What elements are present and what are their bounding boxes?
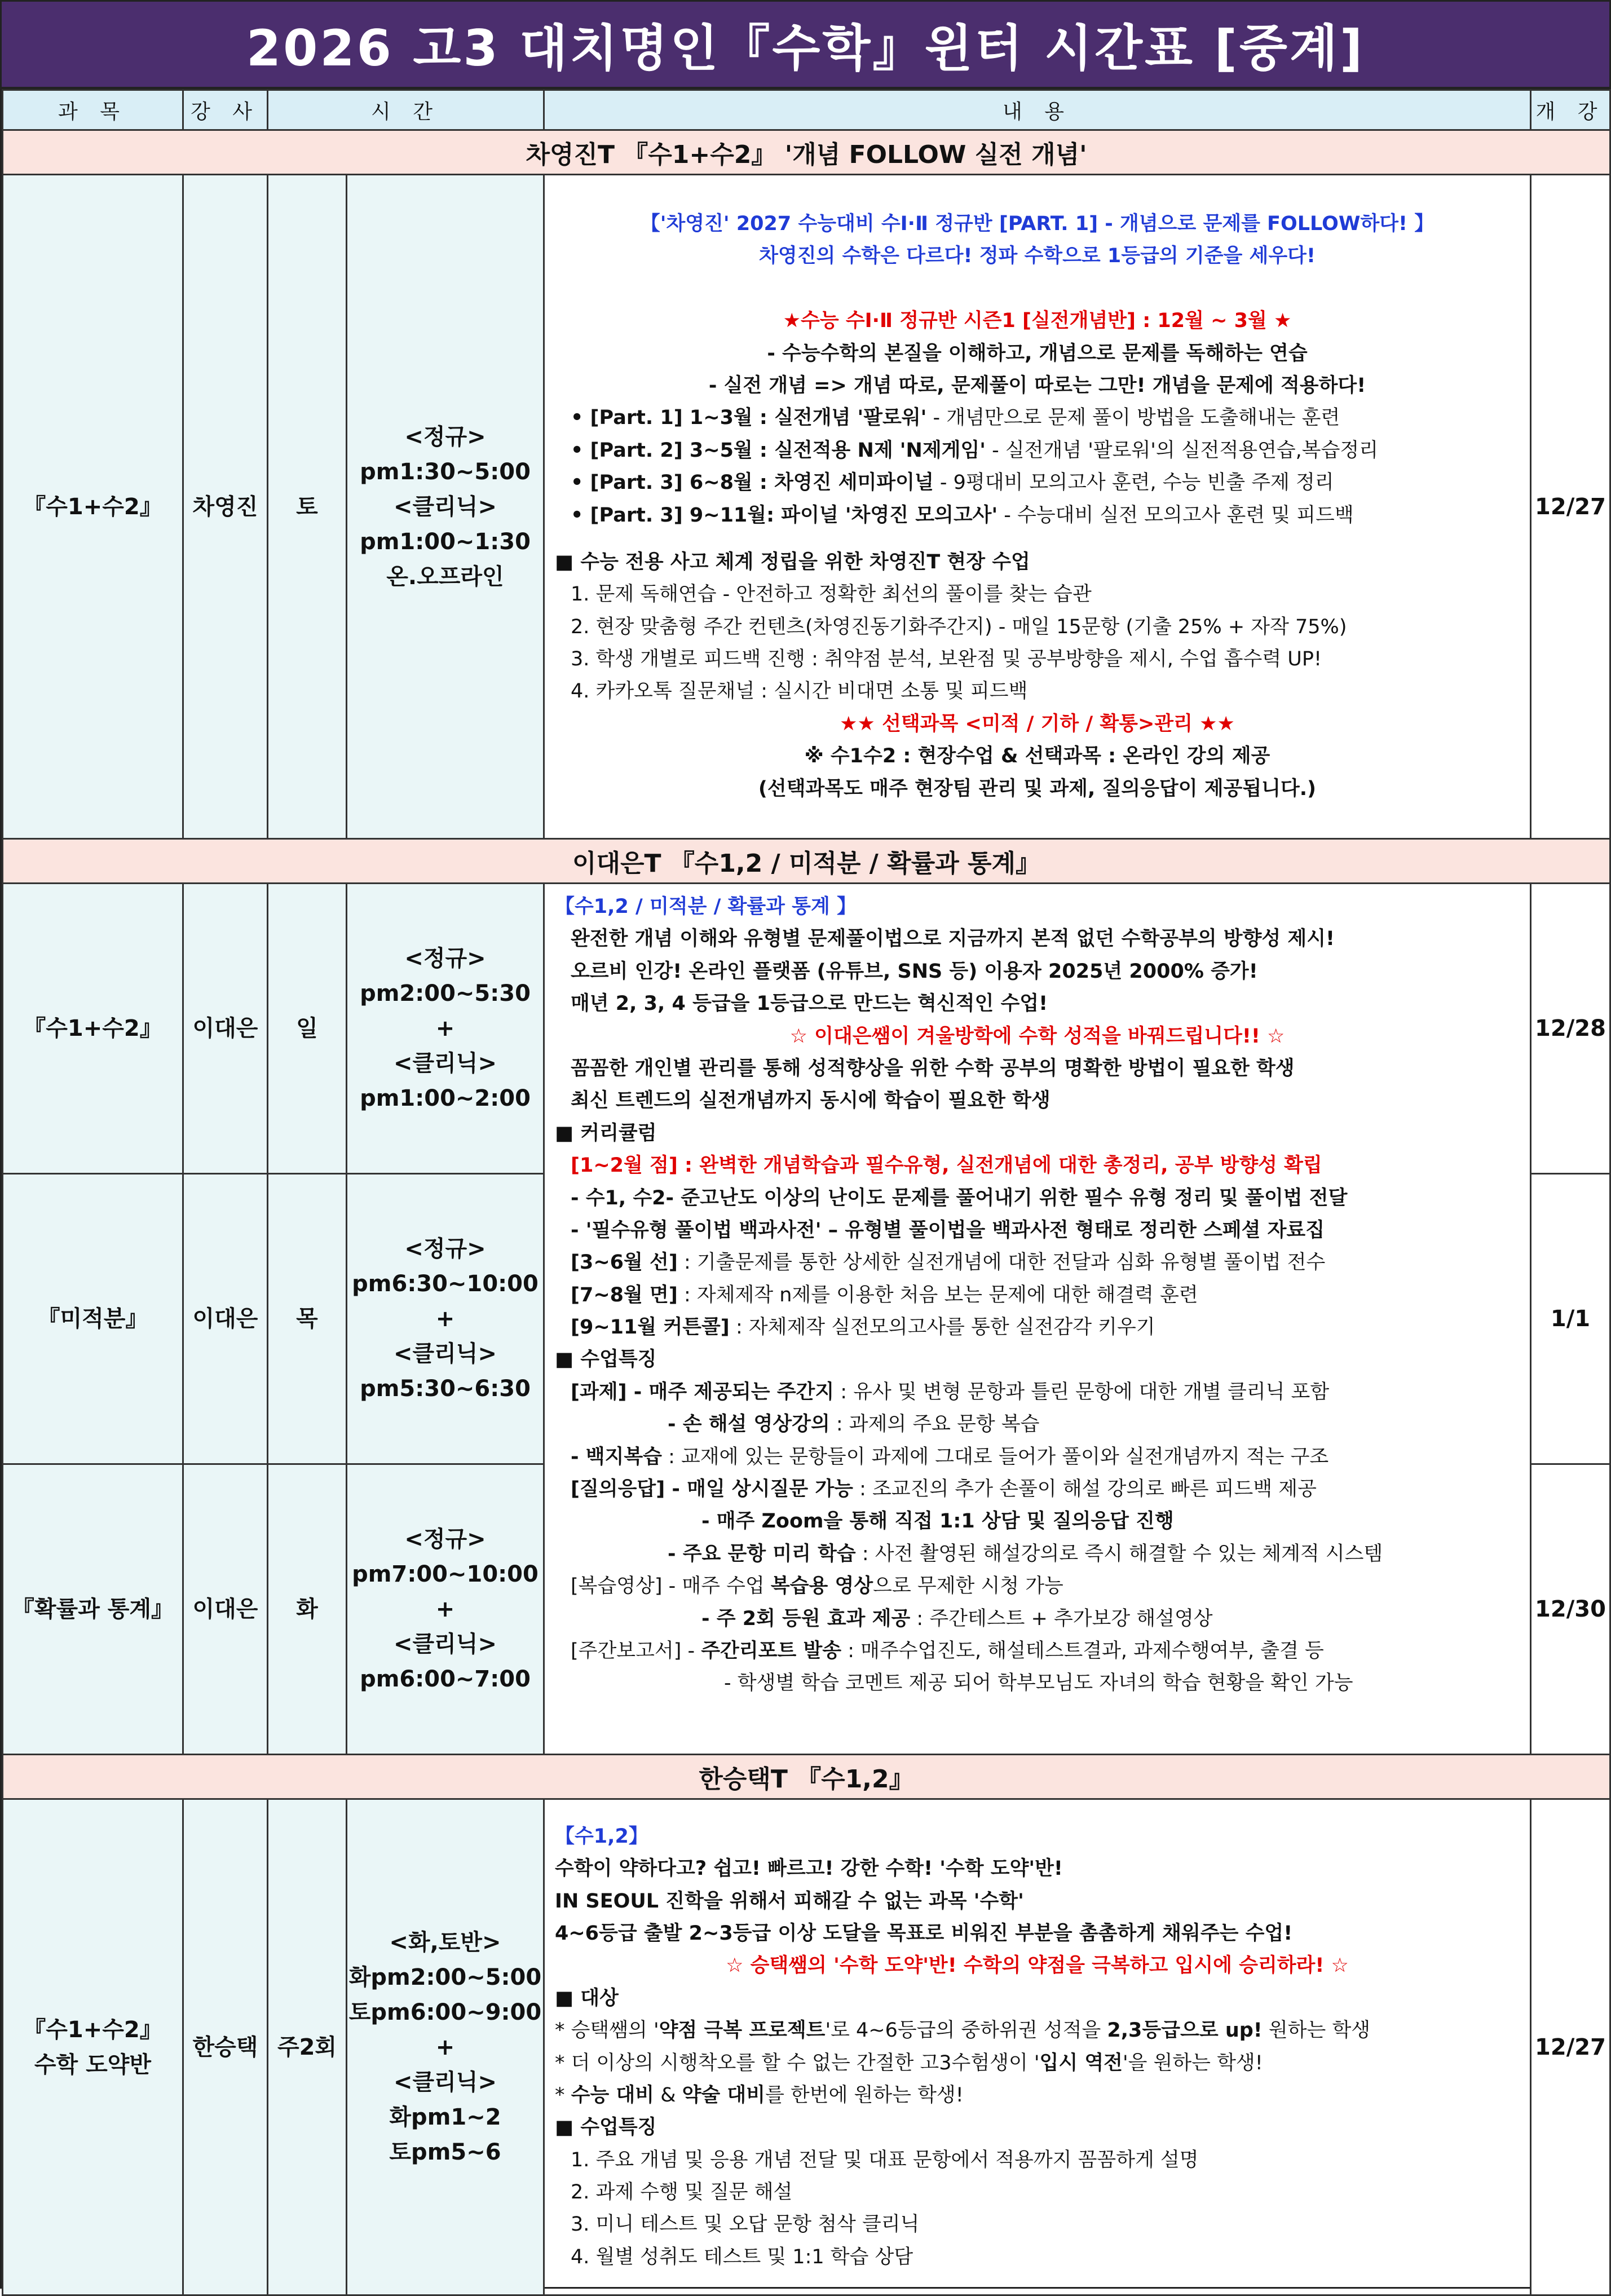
section-header-row: [3, 839, 1610, 884]
time-line: pm1:00~1:30: [360, 528, 531, 555]
open-date-cell: 12/30: [1531, 1464, 1610, 1755]
day-cell: 주2회: [268, 1799, 347, 2295]
open-date-cell: 1/1: [1531, 1174, 1610, 1464]
open-date-cell: 12/28: [1531, 884, 1610, 1174]
content-line: [555, 1538, 1520, 1570]
time-line: <클리닉>: [394, 493, 497, 520]
content-line: [555, 1376, 1520, 1408]
content-text: : 유사 및 변형 문항과 틀린 문항에 대한 개별 클리닉 포함: [834, 1380, 1330, 1403]
content-bold: 복습용 영상: [770, 1575, 873, 1598]
content-line: [555, 1247, 1520, 1279]
time-line: <정규>: [404, 946, 486, 972]
time-line: pm2:00~5:30: [360, 981, 531, 1006]
content-line: ■ 수업특징: [555, 1348, 657, 1371]
content-line: 차영진의 수학은 다르다! 정파 수학으로 1등급의 기준을 세우다!: [759, 245, 1316, 268]
content-line: [555, 1279, 1520, 1312]
content-text: : 주간테스트 + 추가보강 해설영상: [910, 1607, 1213, 1630]
time-line: <클리닉>: [394, 1050, 497, 1076]
page-title: 2026 고3 대치명인『수학』윈터 시간표 [중계]: [2, 2, 1609, 89]
content-line: - 수1, 수2- 준고난도 이상의 난이도 문제를 풀어내기 위한 필수 유형 정리 및 풀이법 전달: [571, 1186, 1348, 1209]
content-bold: [9~11월 커튼콜]: [571, 1316, 730, 1339]
time-line: pm1:30~5:00: [360, 458, 531, 485]
class-row: [3, 884, 1610, 1174]
content-line: [555, 467, 1520, 499]
content-text: '을 원하는 학생!: [1122, 2051, 1263, 2074]
day-cell: 일: [268, 884, 347, 1174]
subject-cell: [3, 1799, 183, 2295]
time-line: pm5:30~6:30: [360, 1376, 531, 1402]
content-text: : 조교진의 추가 손풀이 해설 강의로 빠른 피드백 제공: [853, 1478, 1317, 1501]
content-text: - 실전개념 '팔로워'의 실전적용연습,복습정리: [985, 439, 1379, 462]
content-bold: - 백지복습: [571, 1445, 662, 1468]
time-cell: [347, 1464, 544, 1755]
time-line: <클리닉>: [394, 1341, 497, 1367]
content-bold: [과제] - 매주 제공되는 주간지: [571, 1380, 835, 1403]
header-open: 개 강: [1531, 90, 1610, 130]
content-bold: [질의응답] - 매일 상시질문 가능: [571, 1478, 853, 1501]
time-line: +: [435, 1306, 455, 1332]
subject-line: 수학 도약반: [34, 2051, 152, 2078]
time-cell: [347, 884, 544, 1174]
time-line: <정규>: [404, 1236, 486, 1262]
time-cell: [347, 175, 544, 839]
content-text: : 기출문제를 통한 상세한 실전개념에 대한 전달과 심화 유형별 풀이법 전수: [677, 1251, 1326, 1274]
content-text: 를 한번에 원하는 학생!: [765, 2083, 964, 2107]
time-line: pm6:00~7:00: [360, 1666, 531, 1692]
day-cell: 목: [268, 1174, 347, 1464]
time-cell: [347, 1799, 544, 2295]
content-text: [주간보고서] -: [571, 1639, 701, 1662]
content-bold: 2,3등급으로 up!: [1107, 2019, 1263, 2042]
content-line: ★수능 수Ⅰ·Ⅱ 정규반 시즌1 [실전개념반] : 12월 ~ 3월 ★: [783, 310, 1292, 333]
content-line: (선택과목도 매주 현장팀 관리 및 과제, 질의응답이 제공됩니다.): [758, 777, 1317, 800]
content-cell: [544, 884, 1531, 1755]
day-cell: 화: [268, 1464, 347, 1755]
time-line: +: [435, 1015, 455, 1041]
content-line: 【수1,2】: [555, 1825, 648, 1848]
content-text: - 9평대비 모의고사 훈련, 수능 빈출 주제 정리: [933, 471, 1334, 494]
content-text: : 교재에 있는 문항들이 과제에 그대로 들어가 풀이와 실전개념까지 적는 구조: [661, 1445, 1329, 1468]
content-line: [555, 402, 1520, 434]
time-line: +: [435, 2034, 455, 2060]
content-line: ☆ 이대은쌤이 겨울방학에 수학 성적을 바꿔드립니다!! ☆: [789, 1025, 1285, 1048]
subject-cell: 『수1+수2』: [3, 884, 183, 1174]
section-header-row: [3, 130, 1610, 175]
day-cell: 토: [268, 175, 347, 839]
content-cell: [544, 1799, 1531, 2295]
content-line: ■ 수능 전용 사고 체계 정립을 위한 차영진T 현장 수업: [555, 550, 1030, 573]
content-bold: 약점 극복 프로젝트: [659, 2019, 826, 2042]
content-line: - '필수유형 풀이법 백과사전' – 유형별 풀이법을 백과사전 형태로 정리한 스페셜 자료집: [571, 1218, 1325, 1242]
content-line: 오르비 인강! 온라인 플랫폼 (유튜브, SNS 등) 이용자 2025년 2000% 증가!: [571, 960, 1258, 983]
content-line: [1~2월 점] : 완벽한 개념학습과 필수유형, 실전개념에 대한 총정리, 공부 방향성 확립: [571, 1154, 1322, 1177]
content-line: - 수능수학의 본질을 이해하고, 개념으로 문제를 독해하는 연습: [767, 342, 1308, 365]
content-text: [복습영상] - 매주 수업: [571, 1575, 771, 1598]
header-row: [3, 90, 1610, 130]
subject-cell: 『미적분』: [3, 1174, 183, 1464]
content-line: 매년 2, 3, 4 등급을 1등급으로 만드는 혁신적인 수업!: [571, 992, 1048, 1015]
content-text: - 개념만으로 문제 풀이 방법을 도출해내는 훈련: [926, 407, 1340, 430]
content-line: 4. 카카오톡 질문채널 : 실시간 비대면 소통 및 피드백: [571, 680, 1028, 703]
content-text: : 과제의 주요 문항 복습: [829, 1413, 1040, 1436]
content-line: [555, 1441, 1520, 1473]
header-subject: 과 목: [3, 90, 183, 130]
content-line: ■ 커리큘럼: [555, 1121, 657, 1145]
content-line: 완전한 개념 이해와 유형별 문제풀이법으로 지금까지 본적 없던 수학공부의 방향성 제시!: [571, 928, 1335, 951]
content-cell: [544, 175, 1531, 839]
header-teacher: 강 사: [183, 90, 268, 130]
content-line: 4~6등급 출발 2~3등급 이상 도달을 목표로 비워진 부분을 촘촘하게 채워주는 수업!: [555, 1922, 1293, 1945]
content-line: - 학생별 학습 코멘트 제공 되어 학부모님도 자녀의 학습 현황을 확인 가능: [724, 1672, 1353, 1695]
content-bold: • [Part. 1] 1~3월 : 실전개념 '팔로워': [571, 407, 927, 430]
content-line: [555, 1473, 1520, 1505]
content-bold: 약술 대비: [682, 2083, 766, 2107]
section-title: 차영진T 『수1+수2』 '개념 FOLLOW 실전 개념': [3, 130, 1610, 175]
content-bold: • [Part. 3] 9~11월: 파이널 '차영진 모의고사': [571, 504, 998, 527]
content-line: ■ 수업특징: [555, 2116, 657, 2139]
content-line: 4. 월별 성취도 테스트 및 1:1 학습 상담: [571, 2245, 913, 2268]
content-line: 3. 미니 테스트 및 오답 문항 첨삭 클리닉: [571, 2213, 920, 2236]
content-bold: [7~8월 면]: [571, 1283, 678, 1306]
content-text: &: [654, 2083, 682, 2107]
time-line: 온.오프라인: [386, 563, 504, 590]
content-bold: • [Part. 2] 3~5월 : 실전적용 N제 'N제게임': [571, 439, 986, 462]
content-line: 최신 트렌드의 실전개념까지 동시에 학습이 필요한 학생: [571, 1089, 1051, 1112]
content-line: [555, 1408, 1520, 1441]
content-bold: [3~6월 선]: [571, 1251, 678, 1274]
content-line: [555, 2015, 1520, 2047]
content-text: - 수능대비 실전 모의고사 훈련 및 피드백: [998, 504, 1354, 527]
content-text: : 자체제작 n제를 이용한 처음 보는 문제에 대한 해결력 훈련: [677, 1283, 1198, 1306]
teacher-cell: 이대은: [183, 1464, 268, 1755]
content-text: 원하는 학생: [1262, 2019, 1371, 2042]
content-text: '로 4~6등급의 중하위권 성적을: [825, 2019, 1107, 2042]
content-line: ☆ 승택쌤의 '수학 도약'반! 수학의 약점을 극복하고 입시에 승리하라! ☆: [726, 1954, 1349, 1977]
content-text: * 더 이상의 시행착오를 할 수 없는 간절한 고3수험생이 ': [555, 2051, 1040, 2074]
teacher-cell: 차영진: [183, 175, 268, 839]
content-line: 1. 주요 개념 및 응용 개념 전달 및 대표 문항에서 적용까지 꼼꼼하게 설명: [571, 2148, 1199, 2171]
time-line: <클리닉>: [394, 2069, 497, 2095]
section-title: 이대은T 『수1,2 / 미적분 / 확률과 통계』: [3, 839, 1610, 884]
content-line: 1. 문제 독해연습 - 안전하고 정확한 최선의 풀이를 찾는 습관: [571, 583, 1092, 606]
time-cell: [347, 1174, 544, 1464]
content-text: *: [555, 2083, 571, 2107]
content-line: [555, 1570, 1520, 1602]
time-line: 토pm6:00~9:00: [348, 1999, 542, 2025]
class-row: [3, 1799, 1610, 2295]
time-line: +: [435, 1596, 455, 1622]
section-title: 한승택T 『수1,2』: [3, 1755, 1610, 1799]
open-date-cell: 12/27: [1531, 1799, 1610, 2295]
content-bold: • [Part. 3] 6~8월 : 차영진 세미파이널: [571, 471, 934, 494]
content-line: [555, 1603, 1520, 1635]
content-line: IN SEOUL 진학을 위해서 피해갈 수 없는 과목 '수학': [555, 1889, 1024, 1913]
content-text: * 승택쌤의 ': [555, 2019, 659, 2042]
content-line: 꼼꼼한 개인별 관리를 통해 성적향상을 위한 수학 공부의 명확한 방법이 필요한 학생: [571, 1057, 1295, 1080]
time-line: <화,토반>: [389, 1929, 501, 1955]
content-bold: 주간리포트 발송: [701, 1639, 842, 1662]
content-line: [555, 273, 1520, 305]
content-line: ★★ 선택과목 <미적 / 기하 / 확통>관리 ★★: [840, 712, 1235, 735]
time-line: 토pm5~6: [389, 2139, 501, 2165]
time-line: pm6:30~10:00: [352, 1271, 539, 1297]
timetable: [2, 89, 1611, 2296]
content-line: [555, 2047, 1520, 2079]
teacher-cell: 이대은: [183, 1174, 268, 1464]
content-bold: - 주 2회 등원 효과 제공: [701, 1607, 911, 1630]
content-line: [555, 1312, 1520, 1344]
subject-line: 『수1+수2』: [23, 2016, 162, 2043]
content-text: : 사전 촬영된 해설강의로 즉시 해결할 수 있는 체계적 시스템: [855, 1542, 1383, 1565]
class-row: [3, 175, 1610, 839]
content-line: [555, 500, 1520, 532]
content-line: - 매주 Zoom을 통해 직접 1:1 상담 및 질의응답 진행: [701, 1510, 1174, 1533]
teacher-cell: 한승택: [183, 1799, 268, 2295]
time-line: <정규>: [404, 423, 486, 450]
content-bold: 수능 대비: [571, 2083, 655, 2107]
open-date-cell: 12/27: [1531, 175, 1610, 839]
content-line: 【수1,2 / 미적분 / 확률과 통계 】: [555, 895, 857, 918]
content-line: 2. 과제 수행 및 질문 해설: [571, 2181, 793, 2204]
content-line: 2. 현장 맞춤형 주간 컨텐츠(차영진동기화주간지) - 매일 15문항 (기출 25% + 자작 75%): [571, 615, 1347, 638]
content-text: : 매주수업진도, 해설테스트결과, 과제수행여부, 출결 등: [841, 1639, 1324, 1662]
content-bold: - 손 해설 영상강의: [668, 1413, 830, 1436]
time-line: 화pm1~2: [389, 2104, 501, 2130]
content-line: 3. 학생 개별로 피드백 진행 : 취약점 분석, 보완점 및 공부방향을 제시, 수업 흡수력 UP!: [571, 648, 1322, 671]
time-line: <정규>: [404, 1526, 486, 1552]
time-line: pm1:00~2:00: [360, 1085, 531, 1111]
section-header-row: [3, 1755, 1610, 1799]
content-line: [555, 1635, 1520, 1667]
time-line: 화pm2:00~5:00: [348, 1964, 542, 1990]
content-line: [555, 435, 1520, 467]
content-bold: - 주요 문항 미리 학습: [668, 1542, 856, 1565]
content-line: ■ 대상: [555, 1986, 619, 2010]
subject-cell: 『확률과 통계』: [3, 1464, 183, 1755]
header-time: 시 간: [268, 90, 544, 130]
content-text: : 자체제작 실전모의고사를 통한 실전감각 키우기: [729, 1316, 1155, 1339]
header-content: 내 용: [544, 90, 1531, 130]
content-line: 【'차영진' 2027 수능대비 수Ⅰ·Ⅱ 정규반 [PART. 1] - 개념으로 문제를 FOLLOW하다! 】: [640, 212, 1435, 235]
content-line: ※ 수1수2 : 현장수업 & 선택과목 : 온라인 강의 제공: [804, 745, 1270, 768]
content-line: - 실전 개념 => 개념 따로, 문제풀이 따로는 그만! 개념을 문제에 적용하다!: [708, 374, 1366, 397]
content-line: [555, 2079, 1520, 2112]
content-bold: 입시 역전: [1039, 2051, 1123, 2074]
content-text: 으로 무제한 시청 가능: [873, 1575, 1063, 1598]
time-line: pm7:00~10:00: [352, 1561, 539, 1587]
teacher-cell: 이대은: [183, 884, 268, 1174]
time-line: <클리닉>: [394, 1631, 497, 1657]
subject-cell: 『수1+수2』: [3, 175, 183, 839]
content-line: 수학이 약하다고? 쉽고! 빠르고! 강한 수학! '수학 도약'반!: [555, 1857, 1063, 1880]
